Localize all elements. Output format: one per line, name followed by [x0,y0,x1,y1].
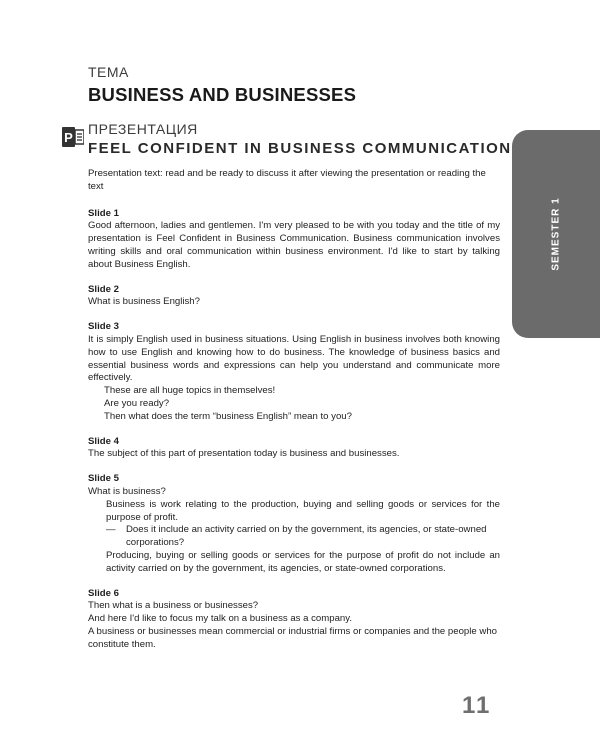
slide-paragraph: Good afternoon, ladies and gentlemen. I'm very pleased to be with you today and the title of my presentation is Feel Confident in Business Communication. Business communication involves writing skills and oral communication within business environment. I'd like to start by talking about Business English. [88,220,500,270]
semester-tab-label: SEMESTER 1 [550,197,562,271]
presentation-text [88,168,500,664]
slide-line: A business or businesses mean commercial or industrial firms or companies and the people who constitute them. [88,625,497,650]
slide-line: Then what is a business or businesses? [88,600,259,612]
slide-6 [88,588,500,652]
slide-3 [88,321,500,423]
dash-mark: — [106,524,116,536]
slide-heading: Slide 3 [88,321,119,333]
slide-paragraph: What is business English? [88,296,200,308]
dash-list-item [88,524,500,550]
slide-heading: Slide 4 [88,435,119,447]
page-number: 11 [462,692,492,719]
slide-line: These are all huge topics in themselves! [104,385,276,397]
dash-item-text: Does it include an activity carried on by the government, its agencies, or state-owned corporations? [126,524,487,549]
slide-1 [88,208,500,272]
slide-4 [88,436,500,462]
intro-text: Presentation text: read and be ready to discuss it after viewing the presentation or reading the text [88,168,486,192]
presentation-label: ПРЕЗЕНТАЦИЯ [88,121,198,137]
slide-5 [88,473,500,575]
slide-paragraph: It is simply English used in business situations. Using English in business involves both knowing how to use English and knowing how to do business. The knowledge of business basics and essential business words and expressions can help you understand and communicate more effectively. [88,333,500,384]
slide-line: And here I'd like to focus my talk on a business as a company. [88,613,353,625]
topic-title: BUSINESS AND BUSINESSES [88,84,357,105]
slide-heading: Slide 6 [88,587,119,599]
presentation-title: FEEL CONFIDENT IN BUSINESS COMMUNICATION [88,140,512,157]
slide-heading: Slide 2 [88,283,119,295]
slide-indented-paragraph: Business is work relating to the production, buying and selling goods or services for the purpose of profit. [106,498,500,523]
slide-heading: Slide 1 [88,207,119,219]
slide-heading: Slide 5 [88,473,119,485]
slide-paragraph: What is business? [88,485,166,497]
slide-2 [88,284,500,310]
topic-label: ТЕМА [88,64,129,80]
powerpoint-icon [62,127,84,147]
slide-paragraph: The subject of this part of presentation today is business and businesses. [88,448,400,460]
slide-line: Then what does the term “business English” mean to you? [104,410,352,422]
slide-indented-paragraph: Producing, buying or selling goods or services for the purpose of profit do not include an activity carried on by the government, its agencies, or state-owned corporations. [106,549,500,574]
svg-text:P: P [64,130,73,145]
slide-line: Are you ready? [104,397,170,409]
